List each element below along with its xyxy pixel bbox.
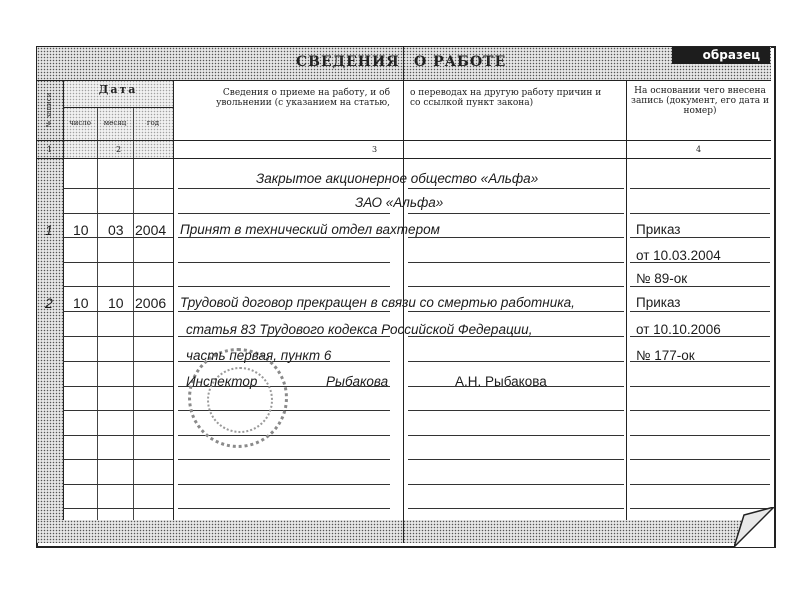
signature-name: А.Н. Рыбакова <box>455 374 547 389</box>
ruled-line <box>63 410 97 411</box>
ruled-line <box>630 188 770 189</box>
ruled-line <box>133 213 173 214</box>
ruled-line <box>178 213 390 214</box>
ruled-line <box>408 286 624 287</box>
ruled-line <box>63 311 97 312</box>
ruled-line <box>408 188 624 189</box>
ruled-line <box>133 410 173 411</box>
divider-col-basis <box>626 80 627 520</box>
record-1-no: 1 <box>45 222 53 238</box>
ruled-line <box>97 336 133 337</box>
col-number-1: 1 <box>47 145 53 154</box>
ruled-line <box>408 237 624 238</box>
ruled-line <box>63 361 97 362</box>
ruled-line <box>408 410 624 411</box>
ruled-line <box>63 386 97 387</box>
record-1-basis-2: от 10.03.2004 <box>636 248 721 263</box>
folded-corner-icon <box>734 507 774 547</box>
col-header-month: месяц <box>103 119 127 127</box>
ruled-line <box>63 484 97 485</box>
ruled-line <box>97 386 133 387</box>
col-header-date: Дата <box>98 83 138 96</box>
record-1-basis-1: Приказ <box>636 222 681 237</box>
ruled-line <box>178 188 390 189</box>
record-1-basis-3: № 89-ок <box>636 271 688 286</box>
col-number-2: 2 <box>116 145 122 154</box>
ruled-line <box>133 361 173 362</box>
ruled-line <box>408 311 624 312</box>
ruled-line <box>133 459 173 460</box>
ruled-line <box>63 459 97 460</box>
ruled-line <box>97 508 133 509</box>
ruled-line <box>133 508 173 509</box>
divider-col-no <box>63 80 64 520</box>
ruled-line <box>63 188 97 189</box>
ruled-line <box>133 262 173 263</box>
col-number-4: 4 <box>696 145 702 154</box>
record-2-month: 10 <box>108 295 124 311</box>
ruled-line <box>178 459 390 460</box>
record-2-basis-1: Приказ <box>636 295 681 310</box>
col-header-day: число <box>69 119 91 127</box>
ruled-line <box>97 262 133 263</box>
record-2-text-line-2: статья 83 Трудового кодекса Российской Федерации, <box>186 322 533 337</box>
ruled-line <box>630 213 770 214</box>
record-1-text: Принят в технический отдел вахтером <box>180 222 440 237</box>
ruled-line <box>133 311 173 312</box>
ruled-line <box>63 262 97 263</box>
ruled-line <box>178 484 390 485</box>
ruled-line <box>178 286 390 287</box>
record-2-day: 10 <box>73 295 89 311</box>
sample-badge: образец <box>672 47 770 64</box>
ruled-line <box>63 213 97 214</box>
ruled-line <box>630 386 770 387</box>
ruled-line <box>408 361 624 362</box>
ruled-line <box>97 484 133 485</box>
ruled-line <box>178 237 390 238</box>
record-1-year: 2004 <box>135 222 167 238</box>
ruled-line <box>97 361 133 362</box>
record-1-month: 03 <box>108 222 124 238</box>
ruled-line <box>630 410 770 411</box>
record-2-year: 2006 <box>135 295 167 311</box>
record-2-basis-2: от 10.10.2006 <box>636 322 721 337</box>
col-header-info-left: Сведения о приеме на работу, и об увольнении (с указанием на статью, <box>216 88 390 108</box>
signature: Рыбакова <box>326 374 389 389</box>
header-bottom-line <box>37 140 771 141</box>
ruled-line <box>63 286 97 287</box>
record-2-text-line-3: часть первая, пункт 6 <box>186 348 332 363</box>
ruled-line <box>630 237 770 238</box>
ruled-line <box>133 286 173 287</box>
seal-stamp <box>188 348 288 448</box>
ruled-line <box>133 484 173 485</box>
ruled-line <box>408 508 624 509</box>
ruled-line <box>178 508 390 509</box>
ruled-line <box>97 188 133 189</box>
record-2-text-line-1: Трудовой договор прекращен в связи со смертью работника, <box>180 295 575 310</box>
ruled-line <box>133 435 173 436</box>
ruled-line <box>630 484 770 485</box>
record-2-no: 2 <box>45 295 53 311</box>
ruled-line <box>63 435 97 436</box>
ruled-line <box>97 286 133 287</box>
ruled-line <box>63 508 97 509</box>
col-header-year: год <box>146 119 160 127</box>
ruled-line <box>630 435 770 436</box>
ruled-line <box>408 484 624 485</box>
ruled-line <box>630 459 770 460</box>
ruled-line <box>178 311 390 312</box>
company-short-name: ЗАО «Альфа» <box>355 195 444 210</box>
ruled-line <box>97 435 133 436</box>
ruled-line <box>178 262 390 263</box>
ruled-line <box>63 336 97 337</box>
col-header-info-right: о переводах на другую работу причин и со ссылкой пункт закона) <box>410 88 602 108</box>
ruled-line <box>408 435 624 436</box>
page-title-left: СВЕДЕНИЯ <box>296 54 400 70</box>
ruled-line <box>97 410 133 411</box>
date-split-line <box>63 107 173 108</box>
ruled-line <box>630 311 770 312</box>
signature-position: Инспектор <box>186 374 258 389</box>
ruled-line <box>133 386 173 387</box>
ruled-line <box>408 213 624 214</box>
colnum-bottom-line <box>37 158 771 159</box>
ruled-line <box>97 213 133 214</box>
col-header-no: № записи <box>45 92 53 128</box>
company-full-name: Закрытое акционерное общество «Альфа» <box>256 171 539 186</box>
ruled-line <box>408 262 624 263</box>
page-title-right: О РАБОТЕ <box>414 54 507 70</box>
ruled-line <box>97 311 133 312</box>
header-top-line <box>37 80 771 81</box>
ruled-line <box>408 459 624 460</box>
ruled-line <box>97 459 133 460</box>
record-1-day: 10 <box>73 222 89 238</box>
ruled-line <box>133 188 173 189</box>
divider-col-date <box>173 80 174 520</box>
col-header-basis: На основании чего внесена запись (документ, его дата и номер) <box>631 86 769 116</box>
ruled-line <box>133 336 173 337</box>
ruled-line <box>630 286 770 287</box>
col-number-3: 3 <box>372 145 378 154</box>
record-2-basis-3: № 177-ок <box>636 348 695 363</box>
